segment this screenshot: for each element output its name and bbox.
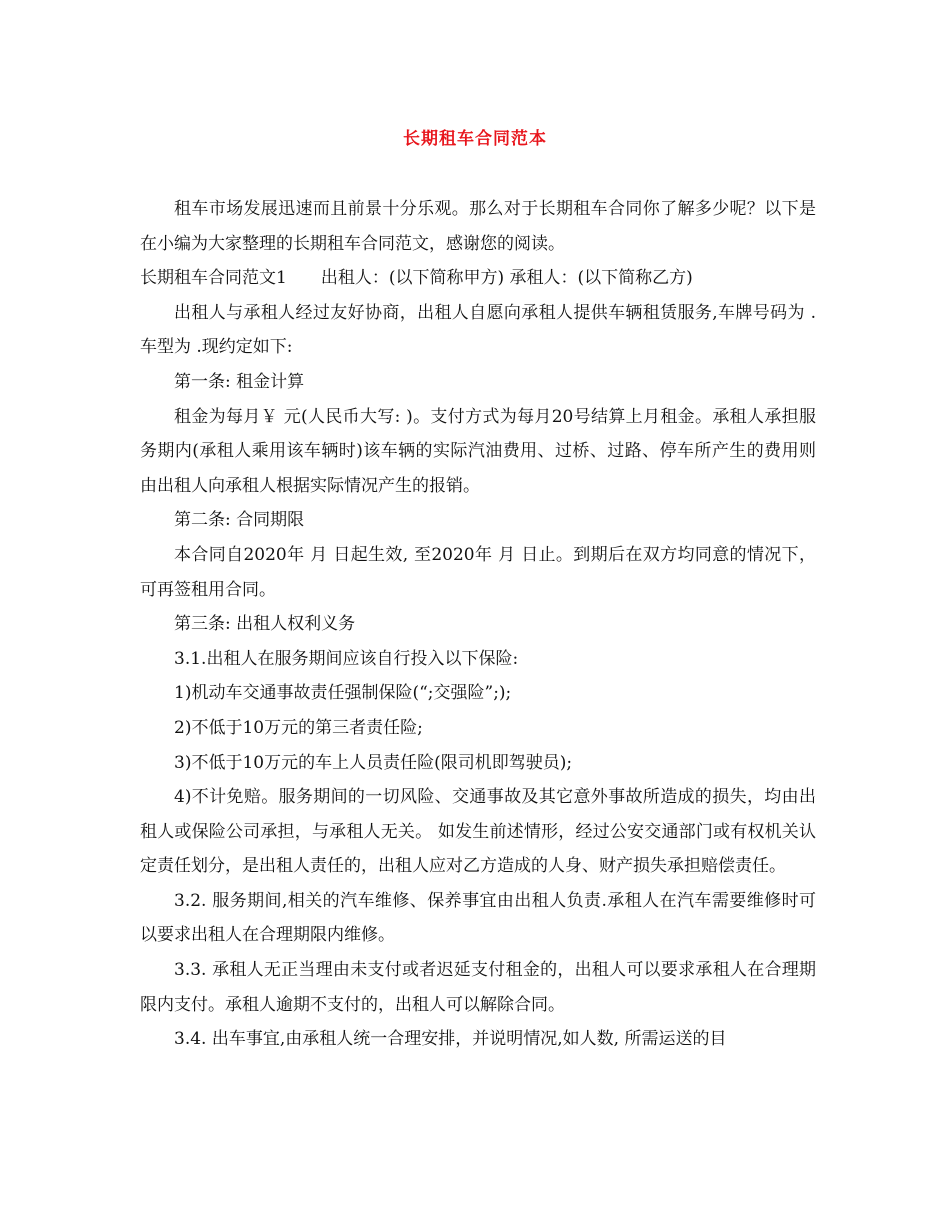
paragraph: 3.3. 承租人无正当理由未支付或者迟延支付租金的，出租人可以要求承租人在合理期限内支付。承租人逾期不支付的，出租人可以解除合同。 (140, 960, 816, 1015)
paragraph: 1)机动车交通事故责任强制保险(“;交强险”;); (174, 683, 512, 704)
paragraph: 第二条: 合同期限 (174, 510, 305, 531)
paragraph: 租车市场发展迅速而且前景十分乐观。那么对于长期租车合同你了解多少呢？以下是在小编为大家整理的长期租车合同范文，感谢您的阅读。 (140, 199, 816, 254)
paragraph: 第三条: 出租人权利义务 (174, 614, 356, 635)
paragraph: 4)不计免赔。服务期间的一切风险、交通事故及其它意外事故所造成的损失，均由出租人或保险公司承担，与承租人无关。 如发生前述情形，经过公安交通部门或有权机关认定责任划分，是出租人责任的，出租人应对乙方造成的人身、财产损失承担赔偿责任。 (140, 787, 816, 877)
document-body (140, 192, 816, 1057)
document-title: 长期租车合同范本 (403, 129, 547, 149)
paragraph: 本合同自2020年 月 日起生效, 至2020年 月 日止。到期后在双方均同意的情况下，可再签租用合同。 (140, 544, 816, 600)
paragraph: 长期租车合同范文1 出租人：(以下简称甲方) 承租人：(以下简称乙方) (140, 268, 693, 289)
paragraph: 租金为每月￥ 元(人民币大写: )。支付方式为每月20号结算上月租金。承租人承担服务期内(承租人乘用该车辆时)该车辆的实际汽油费用、过桥、过路、停车所产生的费用则由出租人向承租人根据实际情况产生的报销。 (140, 406, 816, 496)
paragraph: 出租人与承租人经过友好协商，出租人自愿向承租人提供车辆租赁服务,车牌号码为 .车型为 .现约定如下: (140, 302, 816, 358)
paragraph: 3)不低于10万元的车上人员责任险(限司机即驾驶员); (174, 752, 573, 773)
paragraph: 3.2. 服务期间,相关的汽车维修、保养事宜由出租人负责.承租人在汽车需要维修时可以要求出租人在合理期限内维修。 (140, 890, 816, 946)
paragraph: 第一条: 租金计算 (174, 371, 305, 392)
paragraph: 2)不低于10万元的第三者责任险; (174, 717, 423, 738)
paragraph: 3.1.出租人在服务期间应该自行投入以下保险: (174, 648, 519, 669)
paragraph: 3.4. 出车事宜,由承租人统一合理安排，并说明情况,如人数, 所需运送的目 (174, 1029, 727, 1050)
